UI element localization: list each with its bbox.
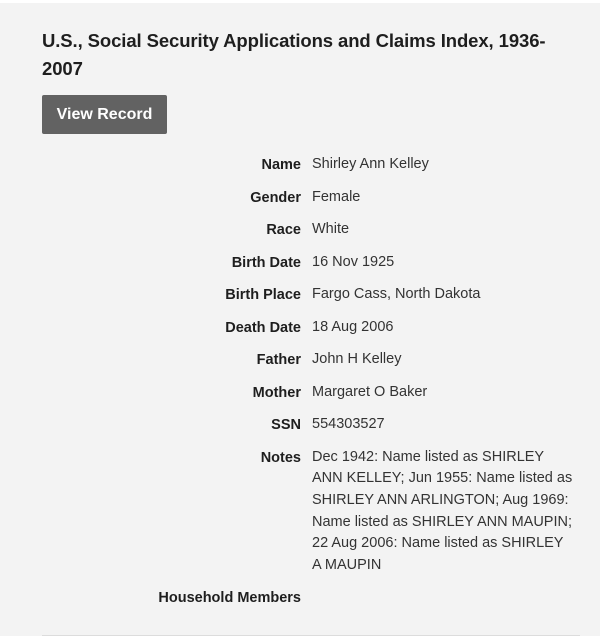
field-value: 554303527 (312, 416, 385, 432)
field-value: Dec 1942: Name listed as SHIRLEY ANN KELLEY; Jun 1955: Name listed as SHIRLEY ANN ARLINGTON; Aug 1969: Name listed as SHIRLEY ANN MAUPIN; 22 Aug 2006: Name listed as SHIRLEY A MAUPIN (312, 448, 573, 574)
field-value: Shirley Ann Kelley (312, 156, 429, 172)
field-value: 16 Nov 1925 (312, 253, 395, 270)
field-row-birth-place (0, 284, 600, 306)
field-label: SSN (271, 417, 301, 433)
field-value: Fargo Cass, North Dakota (312, 286, 481, 302)
field-row-gender (0, 187, 600, 209)
field-value: White (312, 221, 350, 237)
field-label: Birth Date (231, 254, 301, 271)
field-label: Mother (252, 384, 301, 401)
field-value: Margaret O Baker (312, 383, 428, 400)
field-label: Household Members (158, 590, 301, 607)
field-label: Father (256, 352, 301, 368)
field-row-mother (0, 382, 600, 404)
record-fields (0, 154, 600, 620)
record-title: U.S., Social Security Applications and Claims Index, 1936-2007 (42, 30, 546, 79)
field-row-ssn (0, 414, 600, 436)
field-label: Death Date (225, 319, 301, 336)
record-card (0, 3, 600, 636)
field-row-name (0, 154, 600, 176)
view-record-button[interactable]: View Record (42, 95, 167, 134)
field-row-race (0, 219, 600, 241)
field-label: Race (266, 222, 301, 238)
field-value: 18 Aug 2006 (312, 318, 394, 335)
field-value: John H Kelley (312, 351, 402, 367)
field-label: Notes (260, 449, 301, 466)
field-row-household-members (0, 587, 600, 609)
field-label: Gender (250, 189, 301, 206)
field-label: Birth Place (225, 287, 301, 303)
field-label: Name (261, 157, 301, 173)
field-row-birth-date (0, 252, 600, 274)
field-row-father (0, 349, 600, 371)
field-row-notes (0, 447, 600, 577)
field-value: Female (312, 188, 361, 205)
field-row-death-date (0, 317, 600, 339)
